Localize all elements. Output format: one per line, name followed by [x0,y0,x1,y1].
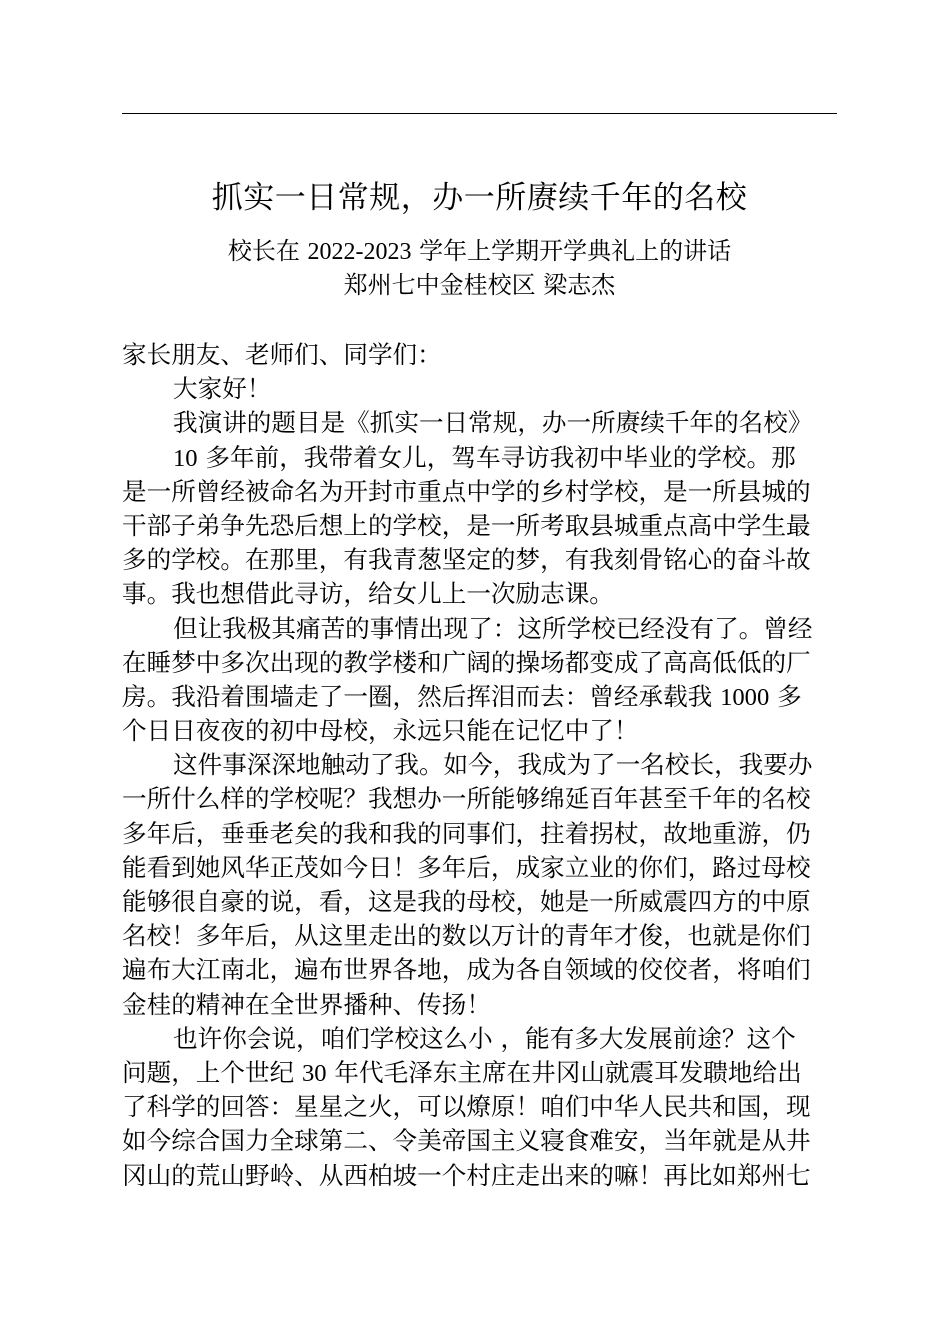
document-subtitle: 校长在 2022-2023 学年上学期开学典礼上的讲话 [227,237,732,265]
body-line: 但让我极其痛苦的事情出现了：这所学校已经没有了。曾经 [173,613,813,643]
body-line: 也许你会说，咱们学校这么小 ，能有多大发展前途？这个 [173,1023,796,1053]
body-line: 家长朋友、老师们、同学们： [122,340,442,369]
body-line: 事。我也想借此寻访，给女儿上一次励志课。 [122,579,614,609]
body-line: 名校！多年后，从这里走出的数以万计的青年才俊，也就是你们 [122,921,811,951]
body-line: 遍布大江南北，遍布世界各地，成为各自领域的佼佼者，将咱们 [122,955,811,985]
body-line: 干部子弟争先恐后想上的学校，是一所考取县城重点高中学生最 [122,510,811,540]
document-body [122,338,837,1193]
body-line: 10 多年前，我带着女儿，驾车寻访我初中毕业的学校。那 [173,442,796,472]
body-line: 大家好！ [173,374,272,404]
body-line: 多年后，垂垂老矣的我和我的同事们，拄着拐杖，故地重游，仍 [122,818,811,848]
body-line: 问题，上个世纪 30 年代毛泽东主席在井冈山就震耳发聩地给出 [122,1057,802,1087]
body-line: 金桂的精神在全世界播种、传扬！ [122,989,491,1019]
body-line: 一所什么样的学校呢？我想办一所能够绵延百年甚至千年的名校 [122,784,811,814]
body-line: 房。我沿着围墙走了一圈，然后挥泪而去：曾经承载我 1000 多 [122,681,802,711]
body-line: 了科学的回答：星星之火，可以燎原！咱们中华人民共和国，现 [122,1092,811,1122]
body-line: 能看到她风华正茂如今日！多年后，成家立业的你们，路过母校 [122,852,811,882]
body-line: 如今综合国力全球第二、令美帝国主义寝食难安，当年就是从井 [122,1126,811,1156]
document-byline: 郑州七中金桂校区 梁志杰 [343,271,616,299]
header-rule [122,113,837,114]
body-line: 这件事深深地触动了我。如今，我成为了一名校长，我要办 [173,750,813,780]
body-line: 冈山的荒山野岭、从西柏坡一个村庄走出来的嘛！再比如郑州七 [122,1160,811,1190]
body-line: 能够很自豪的说，看，这是我的母校，她是一所威震四方的中原 [122,887,811,916]
body-line: 是一所曾经被命名为开封市重点中学的乡村学校，是一所县城的 [122,476,811,506]
body-line: 个日日夜夜的初中母校，永远只能在记忆中了！ [122,716,639,746]
body-line: 我演讲的题目是《抓实一日常规，办一所赓续千年的名校》 [173,408,813,438]
document-title: 抓实一日常规，办一所赓续千年的名校 [211,180,748,216]
body-line: 在睡梦中多次出现的教学楼和广阔的操场都变成了高高低低的厂 [122,647,811,677]
body-line: 多的学校。在那里，有我青葱坚定的梦，有我刻骨铭心的奋斗故 [122,545,811,575]
